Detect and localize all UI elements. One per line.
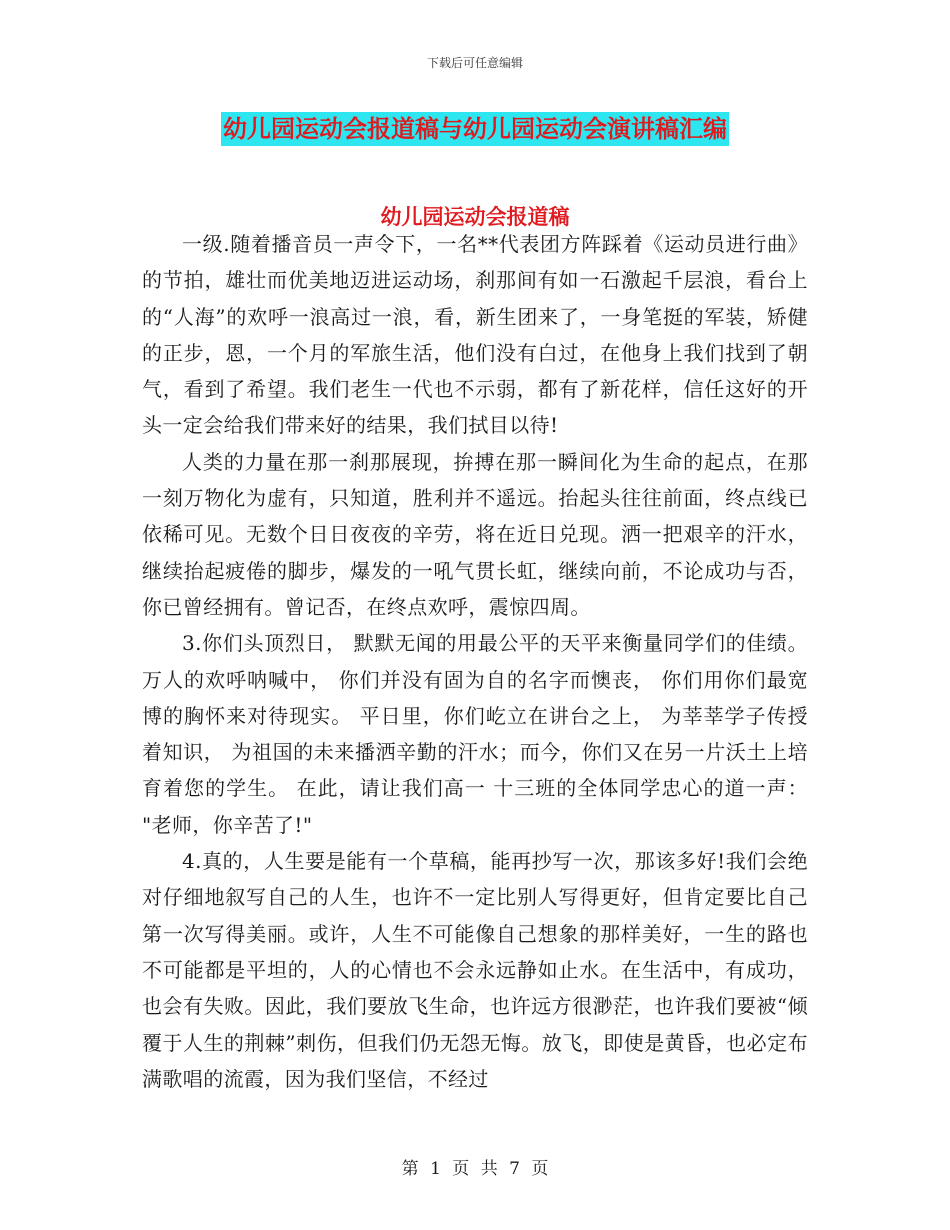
section-title: 幼儿园运动会报道稿 <box>380 205 570 229</box>
main-title-wrap <box>0 112 950 146</box>
article-body <box>142 226 808 1097</box>
header-note: 下载后可任意编辑 <box>426 56 523 70</box>
paragraph: 4.真的，人生要是能有一个草稿，能再抄写一次，那该多好!我们会绝对仔细地叙写自己的人生，也许不一定比别人写得更好，但肯定要比自己第一次写得美丽。或许，人生不可能像自己想象的那样美好，一生的路也不可能都是平坦的，人的心情也不会永远静如止水。在生活中，有成功，也会有失败。因此，我们要放飞生命，也许远方很渺茫，也许我们要被“倾覆于人生的荆棘”刺伤，但我们仍无怨无悔。放飞，即使是黄昏，也必定布满歌唱的流霞，因为我们坚信，不经过 <box>142 849 808 1091</box>
page-footer: 第 1 页 共 7 页 <box>401 1159 549 1179</box>
paragraph: 人类的力量在那一刹那展现，拚搏在那一瞬间化为生命的起点，在那一刻万物化为虚有，只知道，胜利并不遥远。抬起头往往前面，终点线已依稀可见。无数个日日夜夜的辛劳，将在近日兑现。洒一把艰辛的汗水，继续抬起疲倦的脚步，爆发的一吼气贯长虹，继续向前，不论成功与否，你已曾经拥有。曾记否，在终点欢呼，震惊四周。 <box>142 449 808 619</box>
paragraph: 一级.随着播音员一声令下，一名**代表团方阵踩着《运动员进行曲》的节拍，雄壮而优美地迈进运动场，刹那间有如一石激起千层浪，看台上的“人海”的欢呼一浪高过一浪，看，新生团来了，一身笔挺的军装，矫健的正步，恩，一个月的军旅生活，他们没有白过，在他身上我们找到了朝气，看到了希望。我们老生一代也不示弱，都有了新花样，信任这好的开头一定会给我们带来好的结果，我们拭目以待! <box>142 232 808 438</box>
paragraph: 3.你们头顶烈日， 默默无闻的用最公平的天平来衡量同学们的佳绩。 万人的欢呼呐喊中， 你们并没有固为自的名字而懊丧， 你们用你们最宽博的胸怀来对待现实。 平日里，你们屹立在讲台之上， 为莘莘学子传授着知识， 为祖国的未来播洒辛勤的汗水；而今，你们又在另一片沃土上培育着您的学生。 在此，请让我们高一 十三班的全体同学忠心的道一声： "老师，你辛苦了!" <box>142 631 808 837</box>
main-title: 幼儿园运动会报道稿与幼儿园运动会演讲稿汇编 <box>221 112 729 146</box>
